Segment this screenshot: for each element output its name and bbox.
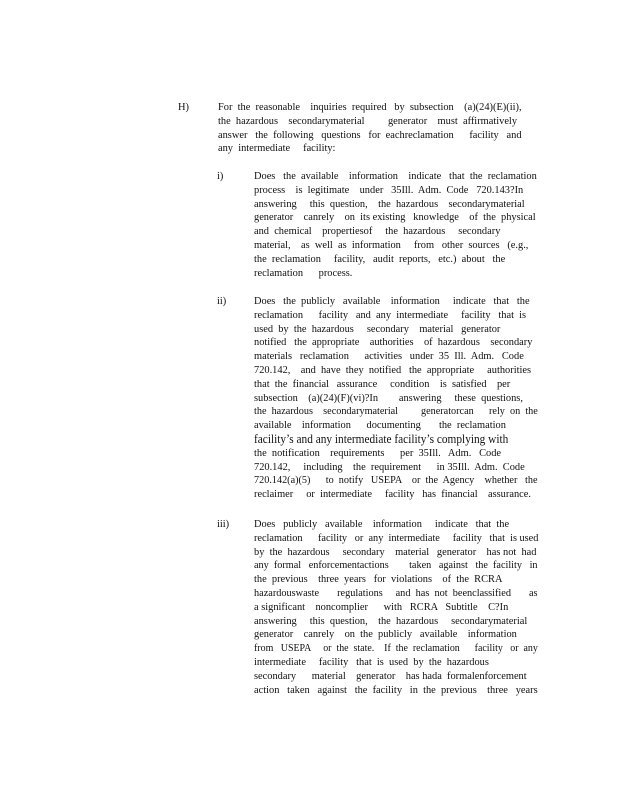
text-line: facility’s and any intermediate facility’s complying with xyxy=(254,431,509,446)
text-line: any intermediate facility: xyxy=(218,143,336,155)
text-line: any formal enforcementactions taken against the facility in xyxy=(254,560,538,572)
text-line: material, as well as information from other sources (e.g., xyxy=(254,239,529,251)
section-h-text xyxy=(218,101,528,156)
text-line: the hazardous secondarymaterial generatorcan rely on the xyxy=(254,406,538,418)
text-line: 720.142, including the requirement in 35Ill. Adm. Code xyxy=(254,461,525,473)
text-line: answering this question, the hazardous secondarymaterial xyxy=(254,615,528,627)
text-line: and chemical propertiesof the hazardous secondary xyxy=(254,226,501,238)
text-line: the hazardous secondarymaterial generator must affirmatively xyxy=(218,115,518,127)
text-line: subsection (a)(24)(F)(vi)?In answering these questions, xyxy=(254,392,523,404)
text-line: the previous three years for violations of the RCRA xyxy=(254,574,503,586)
item-ii-marker: ii) xyxy=(217,296,227,307)
text-line: secondary material generator has hada formalenforcement xyxy=(254,670,527,682)
text-line: 720.142(a)(5) to notify USEPA or the Agency whether the xyxy=(254,475,538,487)
text-line: For the reasonable inquiries required by subsection (a)(24)(E)(ii), xyxy=(218,102,522,113)
text-line: answer the following questions for eachreclamation facility and xyxy=(218,129,522,141)
text-line: reclamation facility or any intermediate facility that is used xyxy=(254,532,539,544)
text-line: Does the available information indicate that the reclamation xyxy=(254,171,537,182)
text-line: the reclamation facility, audit reports, etc.) about the xyxy=(254,253,506,265)
text-line: Does publicly available information indicate that the xyxy=(254,519,510,530)
text-line: 720.142, and have they notified the appropriate authorities xyxy=(254,364,532,376)
text-line: intermediate facility that is used by the hazardous xyxy=(254,656,489,668)
text-line: by the hazardous secondary material generator has not had xyxy=(254,546,537,558)
text-line: generator canrely on the publicly available information xyxy=(254,629,517,641)
text-line: generator canrely on its existing knowledge of the physical xyxy=(254,212,536,224)
text-line: reclamation process. xyxy=(254,267,353,279)
text-line: the notification requirements per 35Ill. Adm. Code xyxy=(254,447,502,459)
text-line: reclaimer or intermediate facility has financial assurance. xyxy=(254,489,531,501)
text-line: reclamation facility and any intermediate facility that is xyxy=(254,309,527,321)
item-i-text xyxy=(254,170,538,280)
item-iii-text xyxy=(254,518,538,697)
text-line: from USEPA or the state. If the reclamation facility or any xyxy=(254,643,538,655)
text-line: that the financial assurance condition is satisfied per xyxy=(254,378,511,390)
section-h-marker: H) xyxy=(178,102,189,113)
text-line: Does the publicly available information indicate that the xyxy=(254,296,530,307)
item-ii-text xyxy=(254,295,538,502)
item-iii-marker: iii) xyxy=(217,519,230,530)
text-line: a significant noncomplier with RCRA Subtitle C?In xyxy=(254,601,509,613)
text-line: available information documenting the reclamation xyxy=(254,420,506,432)
text-line: action taken against the facility in the previous three years xyxy=(254,684,538,696)
text-line: answering this question, the hazardous secondarymaterial xyxy=(254,198,525,210)
item-i-marker: i) xyxy=(217,171,224,182)
text-line: notified the appropriate authorities of hazardous secondary xyxy=(254,337,533,349)
text-line: materials reclamation activities under 35 Ill. Adm. Code xyxy=(254,351,524,363)
text-line: hazardouswaste regulations and has not beenclassified as xyxy=(254,587,538,599)
text-line: process is legitimate under 35Ill. Adm. Code 720.143?In xyxy=(254,184,524,196)
text-line: used by the hazardous secondary material generator xyxy=(254,323,501,335)
